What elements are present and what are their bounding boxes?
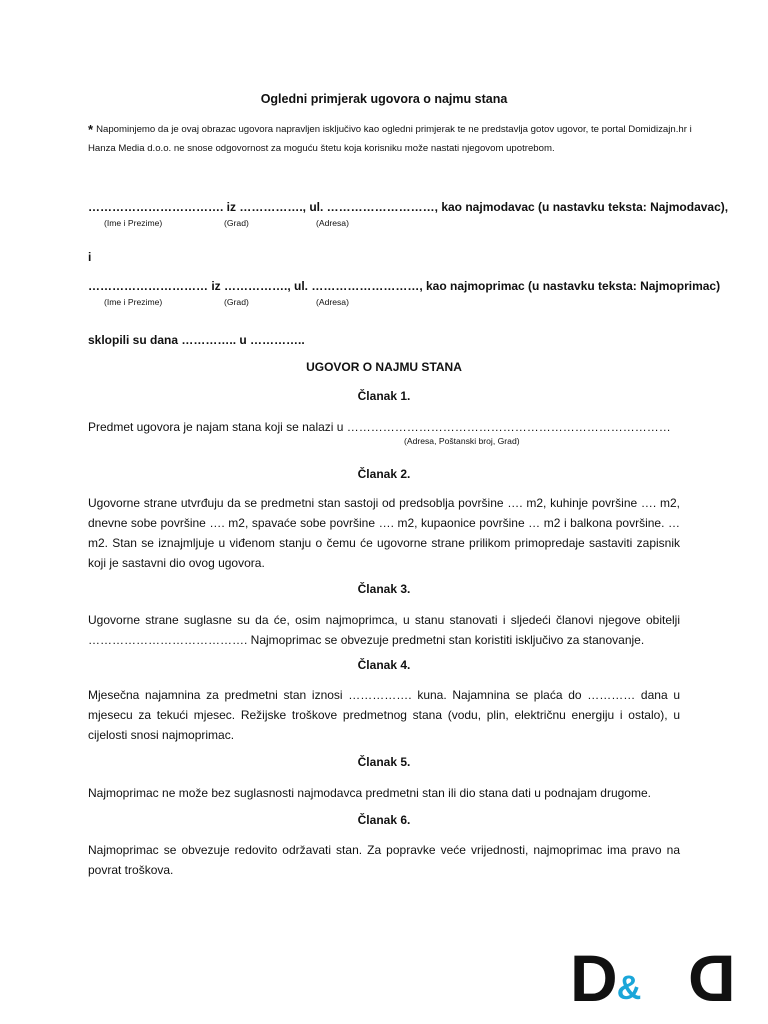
landlord-line: ……………………………. iz ……………., ul. ………………………, kao najmodavac (u nastavku teksta: Najmodavac), xyxy=(88,200,729,214)
tenant-line: ………………………… iz ……………., ul. ………………………, kao najmoprimac (u nastavku teksta: Najmoprimac) xyxy=(88,279,721,293)
note-text: Napominjemo da je ovaj obrazac ugovora napravljen isključivo kao ogledni primjerak te ne predstavlja gotov ugovor, te portal Domidizajn.hr i Hanza Media d.o.o. ne snose odgovornost za moguću štetu koja korisniku može nastati njegovom upotrebom. xyxy=(88,124,692,154)
article-4-heading: Članak 4. xyxy=(357,658,411,672)
logo-ampersand: & xyxy=(616,969,642,1007)
article-5-heading: Članak 5. xyxy=(357,755,411,769)
article-2-text: Ugovorne strane utvrđuju da se predmetni stan sastoji od predsoblja površine …. m2, kuhinje površine …. m2, dnevne sobe površine …. m2, spavaće sobe površine …. m2, kupaonice površine … m2 i balkona površine. … m2. Stan se iznajmljuje u viđenom stanju o čemu će ugovorne strane prilikom primopredaje sastaviti zapisnik koji je sastavni dio ovog ugovora. xyxy=(88,496,680,570)
landlord-label-address: (Adresa) xyxy=(316,218,349,228)
tenant-label-address: (Adresa) xyxy=(316,297,349,307)
article-2-heading: Članak 2. xyxy=(357,467,411,481)
article-4-text: Mjesečna najamnina za predmetni stan iznosi ……………. kuna. Najamnina se plaća do ………… dana u mjesecu za tekući mjesec. Režijske troškove predmetnog stana (vodu, plin, električnu energiju i ostalo), u cijelosti snosi najmoprimac. xyxy=(88,688,680,742)
article-5-text: Najmoprimac ne može bez suglasnosti najmodavca predmetni stan ili dio stana dati u podnajam drugome. xyxy=(88,786,651,800)
dd-logo xyxy=(570,941,736,1015)
conjunction: i xyxy=(88,250,92,264)
landlord-label-name: (Ime i Prezime) xyxy=(104,218,163,228)
article-3-text: Ugovorne strane suglasne su da će, osim najmoprimca, u stanu stanovati i sljedeći članovi njegove obitelji …………………………………. Najmoprimac se obvezuje predmetni stan koristiti isključivo za stanovanje. xyxy=(88,613,680,647)
disclaimer-note xyxy=(88,120,698,158)
contract-heading: UGOVOR O NAJMU STANA xyxy=(306,360,462,374)
article-1-heading: Članak 1. xyxy=(357,389,411,403)
article-1-text: Predmet ugovora je najam stana koji se nalazi u ……………………………………………………………………… xyxy=(88,420,671,434)
logo-d-left: D xyxy=(570,941,618,1015)
article-6-text: Najmoprimac se obvezuje redovito održavati stan. Za popravke veće vrijednosti, najmoprimac ima pravo na povrat troškova. xyxy=(88,843,680,877)
article-1-sub-label: (Adresa, Poštanski broj, Grad) xyxy=(404,436,520,446)
article-6-heading: Članak 6. xyxy=(357,813,411,827)
note-asterisk: * xyxy=(88,122,94,137)
tenant-label-name: (Ime i Prezime) xyxy=(104,297,163,307)
document-title: Ogledni primjerak ugovora o najmu stana xyxy=(260,92,508,106)
logo-d-right: D xyxy=(688,941,736,1015)
concluded-line: sklopili su dana ………….. u ………….. xyxy=(88,333,305,347)
landlord-label-city: (Grad) xyxy=(224,218,249,228)
article-3-heading: Članak 3. xyxy=(357,582,411,596)
tenant-label-city: (Grad) xyxy=(224,297,249,307)
